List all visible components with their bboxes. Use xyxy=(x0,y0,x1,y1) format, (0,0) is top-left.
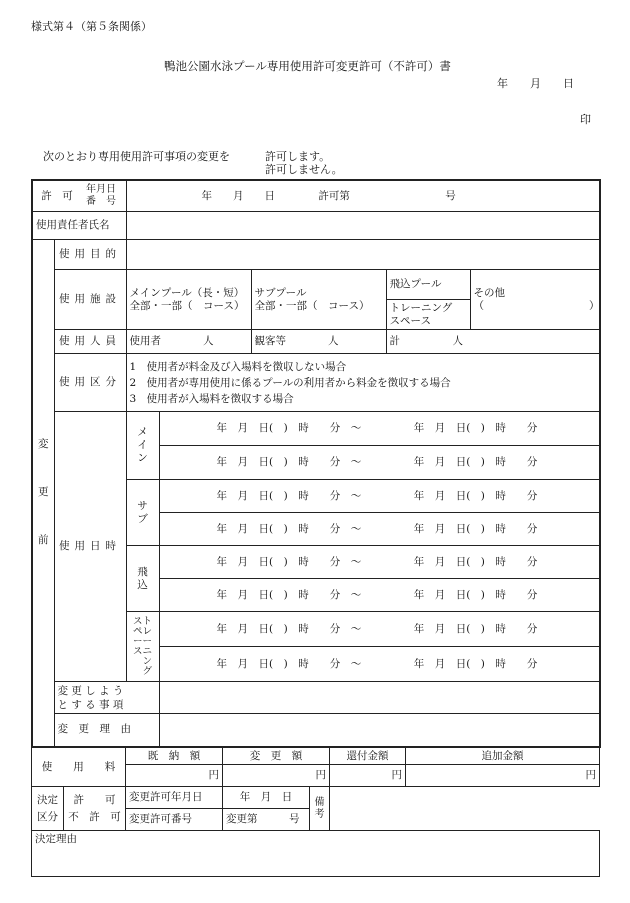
change-date-field[interactable]: 年 月 日 xyxy=(223,787,310,809)
fee-header-additional: 追加金額 xyxy=(406,748,600,765)
spectators-count[interactable]: 観客等 人 xyxy=(251,330,386,354)
decision-label: 決定 区分 xyxy=(32,787,64,831)
schedule-row[interactable]: 年 月 日( ) 時 分 〜 年 月 日( ) 時 分 xyxy=(159,612,600,647)
fee-header-refund: 還付金額 xyxy=(330,748,406,765)
fee-paid-field[interactable]: 円 xyxy=(126,765,223,787)
change-items-field[interactable] xyxy=(159,682,600,714)
permit-text: 許可します。 xyxy=(265,150,331,163)
schedule-row[interactable]: 年 月 日( ) 時 分 〜 年 月 日( ) 時 分 xyxy=(159,513,600,546)
form-number: 様式第４（第５条関係） xyxy=(31,20,152,33)
datetime-label: 使用日時 xyxy=(54,412,126,682)
pool-sub-label: サ ブ xyxy=(126,480,159,546)
change-items-label: 変 更 し よ う と す る 事 項 xyxy=(54,682,159,714)
issue-date: 年 月 日 xyxy=(497,77,574,90)
permit-no-label: 許可第 xyxy=(318,189,350,202)
number-sublabel: 番 号 xyxy=(86,196,116,207)
change-reason-field[interactable] xyxy=(159,714,600,747)
change-no-field[interactable]: 変更第 号 xyxy=(223,809,310,831)
document-title: 鴨池公園水泳プール専用使用許可変更許可（不許可）書 xyxy=(164,59,451,73)
users-count[interactable]: 使用者 人 xyxy=(126,330,251,354)
schedule-row[interactable]: 年 月 日( ) 時 分 〜 年 月 日( ) 時 分 xyxy=(159,480,600,513)
other-option[interactable]: その他 （ ） xyxy=(470,270,600,330)
fee-label: 使 用 料 xyxy=(32,748,126,787)
people-label: 使用人員 xyxy=(54,330,126,354)
fee-additional-field[interactable]: 円 xyxy=(406,765,600,787)
seal-mark: 印 xyxy=(580,113,591,126)
permit-label: 許 可 xyxy=(41,189,73,202)
date-sublabel: 年月日 xyxy=(86,184,116,195)
category-3: 3 使用者が入場料を徴収する場合 xyxy=(129,392,294,405)
decision-deny: 不 許 可 xyxy=(68,810,121,823)
purpose-label: 使用目的 xyxy=(54,240,126,270)
decision-reason-field[interactable] xyxy=(32,831,600,877)
fee-refund-field[interactable]: 円 xyxy=(330,765,406,787)
pool-diving-label: 飛 込 xyxy=(126,546,159,612)
decision-options[interactable] xyxy=(64,787,126,831)
main-pool-option[interactable]: メインプール（長・短） 全部・一部（ コース） xyxy=(126,270,251,330)
decision-form xyxy=(31,747,600,877)
change-no-label: 変更許可番号 xyxy=(126,809,223,831)
change-reason-label: 変 更 理 由 xyxy=(54,714,159,747)
pool-main-label: メ イ ン xyxy=(126,412,159,480)
schedule-row[interactable]: 年 月 日( ) 時 分 〜 年 月 日( ) 時 分 xyxy=(159,412,600,446)
pool-training-label: ス ペ ー ス ト レ ー ニ ン グ xyxy=(126,612,159,682)
schedule-row[interactable]: 年 月 日( ) 時 分 〜 年 月 日( ) 時 分 xyxy=(159,546,600,579)
before-change-label: 変 更 前 xyxy=(32,240,54,747)
category-options[interactable] xyxy=(126,354,600,412)
category-label: 使用区分 xyxy=(54,354,126,412)
fee-change-field[interactable]: 円 xyxy=(223,765,330,787)
remarks-label: 備 考 xyxy=(310,787,330,831)
schedule-row[interactable]: 年 月 日( ) 時 分 〜 年 月 日( ) 時 分 xyxy=(159,446,600,480)
sub-pool-option[interactable]: サブプール 全部・一部（ コース） xyxy=(251,270,386,330)
training-space-option[interactable]: トレーニング スペース xyxy=(386,300,470,330)
total-count[interactable]: 計 人 xyxy=(386,330,600,354)
decision-permit: 許 可 xyxy=(73,793,116,806)
intro-text: 次のとおり専用使用許可事項の変更を xyxy=(43,150,230,163)
responsible-field[interactable] xyxy=(126,212,600,240)
permit-date: 年 月 日 xyxy=(201,189,275,202)
category-1: 1 使用者が料金及び入場料を徴収しない場合 xyxy=(129,360,347,373)
category-2: 2 使用者が専用使用に係るプールの利用者から料金を徴収する場合 xyxy=(129,376,451,389)
application-form xyxy=(31,179,601,748)
purpose-field[interactable] xyxy=(126,240,600,270)
deny-text: 許可しません。 xyxy=(265,163,343,176)
change-date-label: 変更許可年月日 xyxy=(126,787,223,809)
facility-label: 使用施設 xyxy=(54,270,126,330)
diving-pool-option[interactable]: 飛込プール xyxy=(386,270,470,300)
responsible-label: 使用責任者氏名 xyxy=(32,212,126,240)
schedule-row[interactable]: 年 月 日( ) 時 分 〜 年 月 日( ) 時 分 xyxy=(159,647,600,682)
schedule-row[interactable]: 年 月 日( ) 時 分 〜 年 月 日( ) 時 分 xyxy=(159,579,600,612)
remarks-field[interactable] xyxy=(330,787,600,831)
fee-header-change: 変 更 額 xyxy=(223,748,330,765)
fee-header-paid: 既 納 額 xyxy=(126,748,223,765)
decision-reason-label: 決定理由 xyxy=(35,833,77,845)
permit-date-number[interactable] xyxy=(126,180,600,212)
permit-label-cell xyxy=(32,180,126,212)
permit-go: 号 xyxy=(445,189,456,202)
